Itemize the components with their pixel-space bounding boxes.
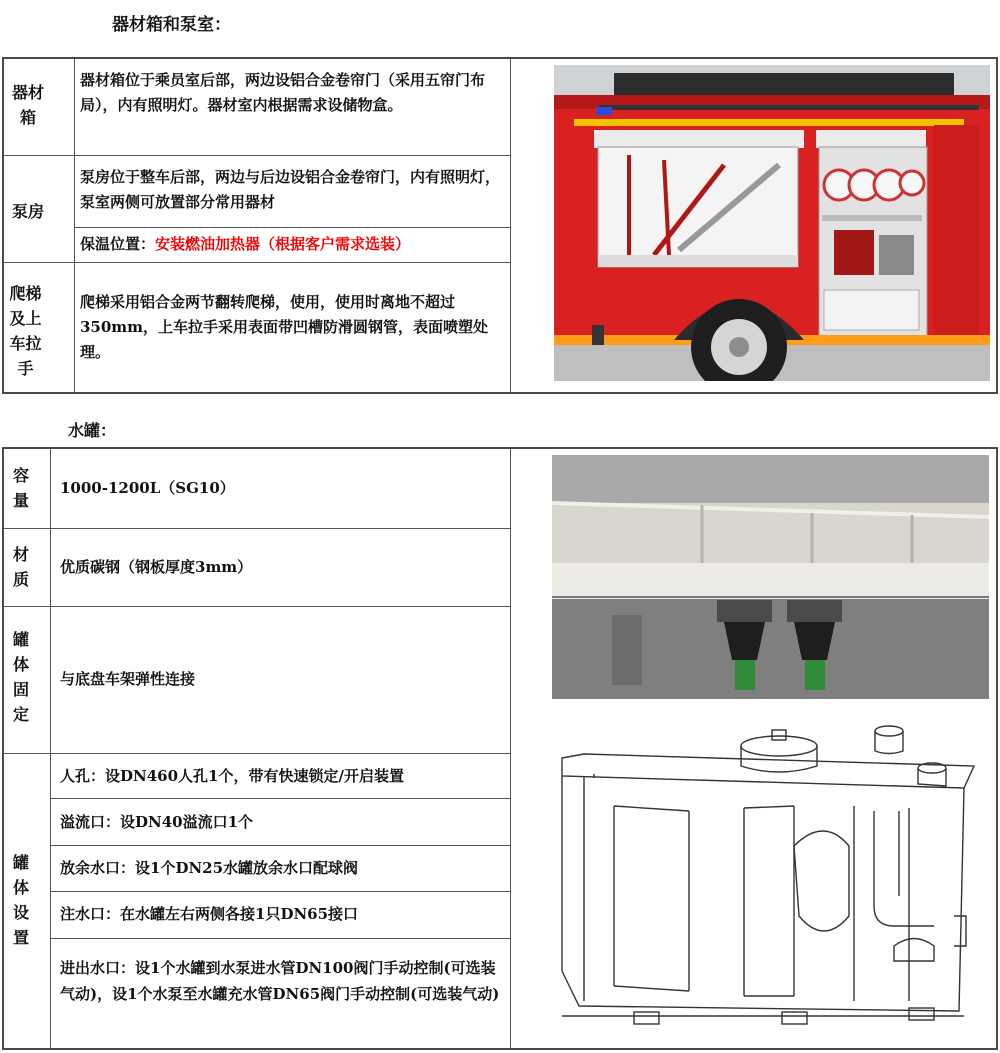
row-label-tank-fixing: 罐体固定 bbox=[12, 630, 29, 724]
row-label-pump-room: 泵房 bbox=[11, 202, 44, 221]
insulation-highlight: 安装燃油加热器（根据客户需求选装） bbox=[155, 235, 411, 253]
setting-overflow: 溢流口：设DN40溢流口1个 bbox=[60, 813, 254, 831]
row-text-equipment-box: 器材箱位于乘员室后部，两边设铝合金卷帘门（采用五帘门布局），内有照明灯。器材室内根据需求设储物盒。 bbox=[80, 71, 486, 114]
insulation-label: 保温位置： bbox=[80, 235, 156, 253]
row-text-tank-fixing: 与底盘车架弹性连接 bbox=[60, 670, 196, 688]
tank-line-drawing bbox=[554, 716, 989, 1036]
row-text-material: 优质碳钢（钢板厚度3mm） bbox=[60, 558, 253, 576]
row-label-equipment-box: 器材箱 bbox=[11, 83, 44, 127]
row-text-capacity: 1000-1200L（SG10） bbox=[60, 479, 235, 497]
row-label-capacity: 容量 bbox=[12, 466, 29, 510]
row-text-ladder: 爬梯采用铝合金两节翻转爬梯，使用，使用时离地不超过350mm，上车拉手采用表面带凹槽防滑圆钢管，表面喷塑处理。 bbox=[80, 293, 489, 361]
tank-mount-photo bbox=[552, 455, 989, 699]
row-label-tank-settings: 罐体设置 bbox=[12, 853, 29, 947]
row-text-pump-room: 泵房位于整车后部，两边与后边设铝合金卷帘门，内有照明灯，泵室两侧可放置部分常用器材 bbox=[80, 168, 501, 211]
setting-inlet: 注水口：在水罐左右两侧各接1只DN65接口 bbox=[60, 905, 359, 923]
section2-heading: 水罐： bbox=[68, 421, 117, 440]
row-label-material: 材质 bbox=[12, 545, 29, 589]
section1-heading: 器材箱和泵室： bbox=[112, 15, 231, 35]
row-label-ladder: 爬梯及上车拉手 bbox=[9, 284, 42, 378]
setting-drain: 放余水口：设1个DN25水罐放余水口配球阀 bbox=[60, 859, 359, 877]
fire-truck-photo bbox=[554, 65, 990, 381]
setting-in-out: 进出水口：设1个水罐到水泵进水管DN100阀门手动控制(可选装气动)，设1个水泵至水罐充水管DN65阀门手动控制(可选装气动) bbox=[60, 959, 500, 1003]
setting-manhole: 人孔：设DN460人孔1个，带有快速锁定/开启装置 bbox=[60, 767, 404, 785]
row-text-insulation bbox=[80, 232, 505, 257]
